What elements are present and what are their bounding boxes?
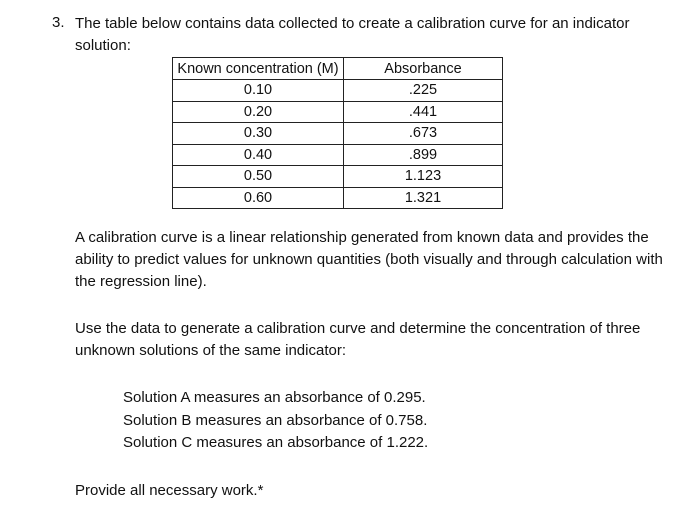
solution-a: Solution A measures an absorbance of 0.295. — [123, 389, 426, 406]
solution-c: Solution C measures an absorbance of 1.222. — [123, 434, 429, 451]
table-row — [173, 166, 503, 188]
absorbance-cell: .673 — [344, 123, 503, 145]
concentration-cell: 0.30 — [173, 123, 344, 145]
column-header-concentration: Known concentration (M) — [173, 58, 344, 80]
absorbance-cell: 1.123 — [344, 166, 503, 188]
absorbance-cell: .225 — [344, 80, 503, 102]
table-row — [173, 123, 503, 145]
question-text: The table below contains data collected to create a calibration curve for an indicator solution: — [75, 15, 630, 54]
calibration-definition-paragraph: A calibration curve is a linear relationship generated from known data and provides the ability to predict values for unknown quantities (both visually and through calculation with the regression line). — [75, 229, 663, 290]
absorbance-cell: 1.321 — [344, 187, 503, 209]
table-row — [173, 80, 503, 102]
concentration-cell: 0.40 — [173, 144, 344, 166]
table-header-row — [173, 58, 503, 80]
column-header-absorbance: Absorbance — [344, 58, 503, 80]
concentration-cell: 0.50 — [173, 166, 344, 188]
concentration-cell: 0.20 — [173, 101, 344, 123]
question-number: 3. — [52, 14, 65, 31]
calibration-table — [172, 57, 503, 209]
work-instruction: Provide all necessary work.* — [75, 482, 264, 499]
concentration-cell: 0.10 — [173, 80, 344, 102]
absorbance-cell: .899 — [344, 144, 503, 166]
table-row — [173, 101, 503, 123]
concentration-cell: 0.60 — [173, 187, 344, 209]
table-row — [173, 187, 503, 209]
instruction-paragraph: Use the data to generate a calibration curve and determine the concentration of three unknown solutions of the same indicator: — [75, 320, 641, 359]
absorbance-cell: .441 — [344, 101, 503, 123]
solutions-list — [123, 387, 428, 455]
solution-b: Solution B measures an absorbance of 0.758. — [123, 411, 428, 429]
table-row — [173, 144, 503, 166]
